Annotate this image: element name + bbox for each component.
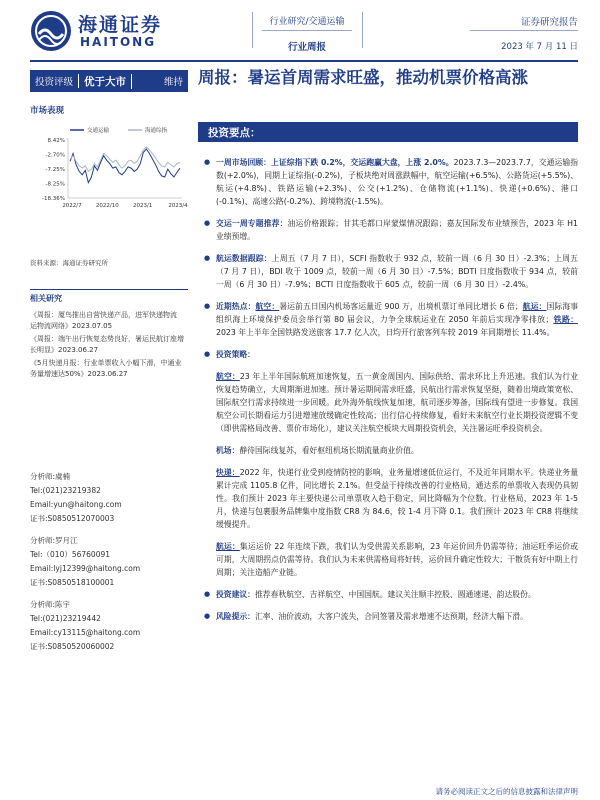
report-type: 行业周报 bbox=[287, 42, 326, 53]
analyst-email[interactable]: Email:cy13115@haitong.com bbox=[30, 628, 141, 637]
analyst-card bbox=[30, 598, 188, 654]
sidebar bbox=[30, 70, 188, 382]
related-item[interactable]: 《5月快递月报：行业单票收入小幅下滑，中通业务量增速达50%》2023.06.27 bbox=[30, 359, 182, 378]
header-divider bbox=[252, 12, 253, 48]
legend-label: 海通综指 bbox=[145, 128, 168, 134]
x-tick-label: 2023/4 bbox=[168, 203, 188, 209]
report-date: 2023 年 7 月 11 日 bbox=[501, 42, 578, 52]
haitong-emblem-icon bbox=[30, 10, 72, 52]
analyst-cert: 证书:S0850512070003 bbox=[30, 514, 115, 523]
key-points-bar bbox=[198, 122, 578, 142]
market-chart bbox=[30, 124, 188, 224]
x-tick-label: 2023/1 bbox=[132, 203, 153, 209]
analyst-tel: Tel:(021)23219382 bbox=[30, 486, 101, 495]
analyst-cert: 证书:S0850518100001 bbox=[30, 578, 115, 587]
x-tick-label: 2022/10 bbox=[95, 203, 119, 209]
y-tick-label: -2.70% bbox=[45, 152, 65, 159]
market-review-paragraph: ● 一周市场回顾：上证综指下跌 0.2%，交运跑赢大盘，上涨 2.0%。2023.7.3—2023.7.7，交通运输指数(+2.0%)，同期上证综指(-0.2%)，子板块绝对周涨跌幅中，航空运输(+6.5%)、公路货运(+5.5%)、航运(+4.8%)、铁路运输(+2.3%)、公交(+1.2%)、仓储物流(+1.1%)、快递(+0.6%)、港口(-0.1%)、高速公路(-0.2%)、跨境物流(-1.5%)。 bbox=[198, 156, 578, 208]
analyst-name: 分析师:虞楠 bbox=[30, 472, 71, 481]
header-right bbox=[501, 14, 578, 52]
logo-chinese-name: 海通证券 bbox=[78, 14, 163, 36]
market-chart-svg bbox=[30, 124, 188, 224]
risk-warning-paragraph: ● 风险提示：汇率、油价波动，大客户流失，合同签署及需求增速不达预期，经济大幅下滑。 bbox=[198, 610, 578, 623]
header-divider bbox=[362, 12, 363, 48]
shipping-strategy-paragraph: 航运：集运运价 22 年连续下跌，我们认为受供需关系影响，23 年运价回升仍需等待；油运旺季运价或可期，大周期拐点仍需等待。我们认为未来供需格局将好转，运价回升确定性较大；干散货有好中期上行周期；关注造船产业链。 bbox=[216, 542, 578, 577]
y-tick-label: -7.25% bbox=[45, 167, 65, 173]
company-logo bbox=[30, 8, 180, 56]
analyst-email[interactable]: Email:lyj12399@haitong.com bbox=[30, 564, 141, 573]
investment-advice-paragraph: ● 投资建议：推荐春秋航空、吉祥航空、中国国航。建议关注顺丰控股、圆通速递、韵达股份。 bbox=[198, 588, 578, 601]
analyst-name: 分析师:陈宇 bbox=[30, 600, 71, 609]
series-line bbox=[70, 147, 180, 172]
strategy-heading: ● 投资策略： bbox=[198, 348, 578, 361]
rating-status: 维持 bbox=[163, 77, 183, 88]
report-body bbox=[198, 156, 578, 632]
shipping-data-paragraph: ● 航运数据跟踪：上周五（7 月 7 日），SCFI 指数收于 932 点，较前一周（6 月 30 日）-2.3%；上周五（7 月 7 日），BDI 收于 1009 点，较前一周（6 月 30 日）-7.5%；BDTI 日度指数收于 934 点，较前一周（6 月 30 日）-7.9%；BCTI 日度指数收于 605 点，较前一周（6 月 30 日）-2.4%。 bbox=[198, 252, 578, 291]
analyst-list bbox=[30, 470, 188, 662]
analyst-card bbox=[30, 534, 188, 590]
chart-source: 资料来源：海通证券研究所 bbox=[30, 259, 108, 267]
report-title: 周报：暑运首周需求旺盛，推动机票价格高涨 bbox=[198, 68, 528, 87]
express-strategy-paragraph: 快递：2022 年，快递行业受到疫情防控的影响，业务量增速低位运行，不及近年同期水平。快递业务量累计完成 1105.8 亿件，同比增长 2.1%。但受益于持续改善的行业格局，通达系的单票收入表现仍具韧性。我们预计 2023 年主要快递公司单票收入趋于稳定，同比降幅为个位数。行业格局，2023 年 1-5 月，快递与包裹服务品牌集中度指数 CR8 为 84.6，较 1-4 月下降 0.1。我们预计 2023 年 CR8 将继续缓慢提升。 bbox=[216, 468, 578, 529]
analyst-tel: Tel:(021)23219442 bbox=[30, 614, 101, 623]
related-item[interactable]: 《周报：厦鸟推出自营快递产品，进军快递物流 运物流网络》2023.07.05 bbox=[30, 311, 177, 330]
analyst-cert: 证书:S0850520060002 bbox=[30, 642, 115, 651]
y-tick-label: -8.25% bbox=[45, 181, 65, 188]
header-category bbox=[262, 14, 352, 53]
rating-label: 投资评级 bbox=[30, 74, 79, 88]
rating-value: 优于大市 bbox=[79, 74, 132, 89]
report-header bbox=[0, 0, 600, 62]
category-label: 行业研究/交通运输 bbox=[269, 17, 345, 27]
research-label: 证券研究报告 bbox=[520, 17, 578, 28]
analyst-tel: Tel:（010）56760091 bbox=[30, 550, 111, 559]
x-tick-label: 2022/7 bbox=[62, 203, 82, 209]
logo-english-name: HAITONG bbox=[80, 35, 157, 49]
hot-topics-paragraph: ● 近期热点：航空：暑运前五日国内机场客运量近 900 万，出境机票订单同比增长 6 倍；航运：国际海事组织海上环境保护委员会举行第 80 届会议，力争全球航运业在 2050 年前后实现净零排放；铁路：2023 年上半年全国铁路发送旅客 17.7 亿人次，日均开行旅客列车较 2019 年同期增长 11.4%。 bbox=[198, 300, 578, 339]
airport-strategy-paragraph: 机场：静待国际线复苏，看好枢纽机场长期流量商业价值。 bbox=[216, 446, 419, 455]
key-points-label: 投资要点： bbox=[208, 127, 261, 139]
market-section-title: 市场表现 bbox=[30, 106, 65, 116]
analyst-email[interactable]: Email:yun@haitong.com bbox=[30, 500, 122, 509]
legal-footer: 请务必阅读正文之后的信息披露和法律声明 bbox=[435, 787, 578, 796]
y-tick-label: 8.42% bbox=[47, 138, 65, 144]
analyst-name: 分析师:罗月江 bbox=[30, 536, 78, 545]
weekly-topic-paragraph: ● 交运一周专题推荐：油运价格跟踪；甘其毛都口岸蒙煤情况跟踪；嘉友国际发布业绩预告，2023 年 H1 业绩预增。 bbox=[198, 217, 578, 243]
rating-box bbox=[30, 70, 188, 92]
related-research-list bbox=[30, 310, 188, 380]
related-research-title: 相关研究 bbox=[30, 289, 188, 304]
aviation-strategy-paragraph: 航空：23 年上半年国际航班加速恢复，五一黄金周国内、国际供给、需求环比上升迅速。我们认为行业恢复趋势确立，大周期渐进加速。预计暑运期间需求旺盛，民航出行需求恢复坚挺，随着出境政策宽松、国际航空行需求持续进一步回暖。此外海外航线恢复加速，航司逐步筹备，国际线有望进一步修复。我国航空公司长期看运力引进增速放缓确定性较高；出行信心持续修复，看好未来航空行业长期投资逻辑不变（即供需格局改善、票价市场化），建议关注航空板块大周期投资机会，关注暑运旺季投资机会。 bbox=[216, 372, 578, 433]
analyst-card bbox=[30, 470, 188, 526]
legend-label: 交通运输 bbox=[87, 128, 110, 134]
y-tick-label: -18.36% bbox=[42, 196, 65, 202]
header-rule bbox=[30, 60, 578, 62]
related-item[interactable]: 《周报：端午出行恢复态势良好，暑运民航订座增长明显》2023.06.27 bbox=[30, 335, 184, 354]
